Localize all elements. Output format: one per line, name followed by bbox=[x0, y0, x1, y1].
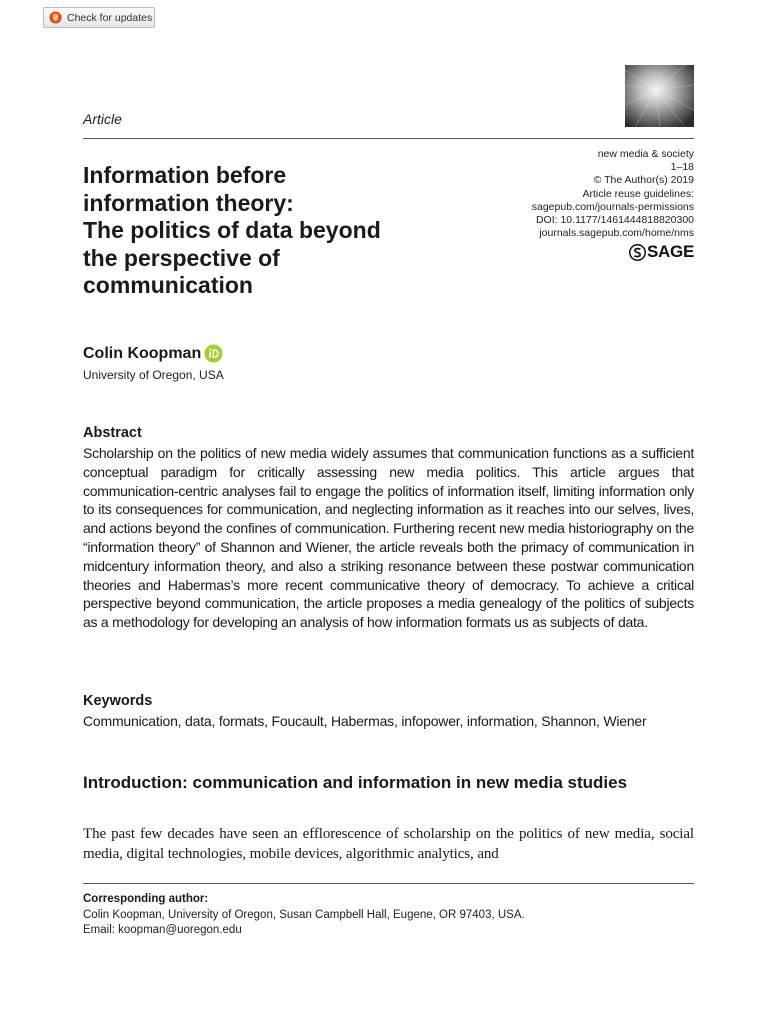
author-name: Colin Koopman bbox=[83, 344, 202, 362]
keywords-text: Communication, data, formats, Foucault, Habermas, infopower, information, Shannon, Wiener bbox=[83, 713, 647, 729]
title-line: the perspective of bbox=[83, 244, 280, 271]
title-line: The politics of data beyond bbox=[83, 217, 381, 243]
page-range: 1–18 bbox=[670, 161, 694, 174]
introduction-text: The past few decades have seen an efflorescence of scholarship on the politics of new media, social media, digital technologies, mobile devices, algorithmic analytics, and bbox=[83, 826, 694, 862]
keywords-heading: Keywords bbox=[83, 693, 153, 709]
sage-logo-icon bbox=[629, 244, 646, 261]
abstract-heading: Abstract bbox=[83, 425, 142, 441]
journal-name: new media & society bbox=[597, 148, 694, 160]
check-for-updates-button[interactable] bbox=[43, 7, 155, 28]
introduction-heading: Introduction: communication and information in new media studies bbox=[83, 773, 628, 792]
footnote-divider bbox=[83, 883, 694, 884]
corresponding-author-address: Colin Koopman, University of Oregon, Susan Campbell Hall, Eugene, OR 97403, USA. bbox=[83, 909, 525, 921]
author-affiliation: University of Oregon, USA bbox=[83, 368, 224, 382]
check-for-updates-icon bbox=[49, 11, 62, 24]
corresponding-author-heading: Corresponding author: bbox=[83, 893, 209, 905]
doi-link[interactable]: DOI: 10.1177/1461444818820300 bbox=[535, 214, 694, 227]
author-line bbox=[83, 344, 223, 363]
journal-home-link[interactable]: journals.sagepub.com/home/nms bbox=[539, 227, 694, 240]
article-title bbox=[83, 162, 473, 300]
header-divider bbox=[83, 138, 694, 139]
journal-cover-thumbnail bbox=[625, 65, 694, 127]
title-line: information theory: bbox=[83, 189, 294, 216]
publisher-logo bbox=[629, 242, 694, 262]
title-line: Information before bbox=[83, 162, 287, 188]
reuse-guidelines-label: Article reuse guidelines: bbox=[582, 187, 694, 200]
publisher-logo-text: SAGE bbox=[647, 242, 694, 261]
check-for-updates-label: Check for updates bbox=[67, 11, 153, 24]
reuse-guidelines-link[interactable]: sagepub.com/journals-permissions bbox=[531, 200, 694, 213]
corresponding-author-email[interactable]: Email: koopman@uoregon.edu bbox=[83, 924, 242, 936]
abstract-text: Scholarship on the politics of new media widely assumes that communication functions as a sufficient conceptual paradigm for critically assessing new media politics. This article argues that communication-centric analyses fail to engage the politics of information itself, limiting information only to its consequences for communication, and neglecting information as it reaches into our selves, lives, and actions beyond the confines of communication. Furthering recent new media historiography on the “information theory” of Shannon and Wiener, the article reveals both the primacy of communication in midcentury information theory, and also a striking resonance between these postwar communication theories and Habermas’s more recent communicative theory of democracy. To achieve a critical perspective beyond communication, the article proposes a media genealogy of the politics of subjects as a methodology for developing an analysis of how information formats us as subjects of data. bbox=[83, 445, 694, 631]
title-line: communication bbox=[83, 272, 253, 298]
journal-metadata bbox=[532, 148, 694, 240]
orcid-icon[interactable] bbox=[204, 344, 223, 363]
article-type-label: Article bbox=[83, 111, 122, 127]
copyright-line: © The Author(s) 2019 bbox=[593, 174, 694, 187]
